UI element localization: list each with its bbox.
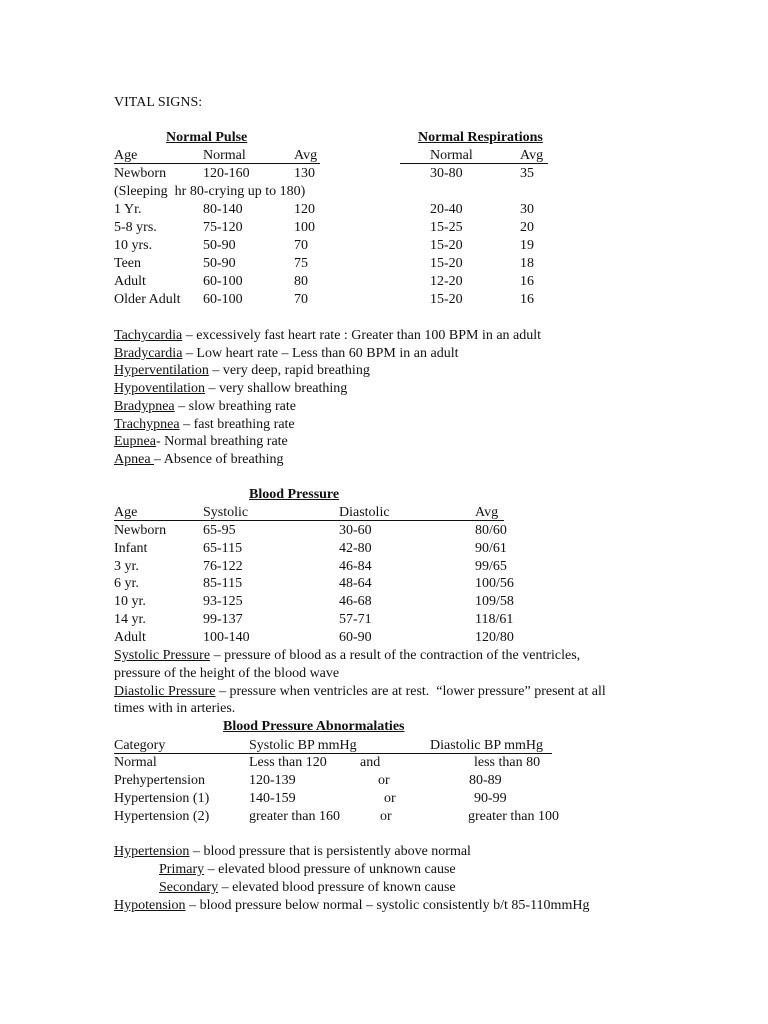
resp-row-avg: 19 bbox=[520, 238, 534, 253]
definition-line bbox=[114, 452, 284, 468]
definition-text: – blood pressure below normal – systolic consistently b/t 85-110mmHg bbox=[185, 898, 590, 913]
pulse-row-note: (Sleeping hr 80-crying up to 180) bbox=[114, 184, 306, 199]
definition-term: Hypoventilation bbox=[114, 381, 205, 396]
bp-row-avg: 90/61 bbox=[475, 541, 507, 556]
definition-term: Tachycardia bbox=[114, 328, 183, 343]
pulse-row-normal: 75-120 bbox=[203, 220, 243, 235]
bp-row-age: 6 yr. bbox=[114, 576, 139, 591]
abn-row-diastolic: 90-99 bbox=[474, 791, 507, 806]
abn-row-category: Prehypertension bbox=[114, 773, 205, 788]
definition-text: – elevated blood pressure of known cause bbox=[218, 880, 456, 895]
abn-row-systolic: 120-139 bbox=[249, 773, 296, 788]
bp-row-age: Adult bbox=[114, 630, 146, 645]
definition-term: Primary bbox=[159, 862, 205, 877]
definition-line bbox=[114, 844, 471, 860]
resp-row-normal: 15-20 bbox=[430, 256, 463, 271]
abnormalities-heading: Blood Pressure Abnormalaties bbox=[223, 719, 405, 734]
bp-header-avg: Avg bbox=[475, 505, 499, 520]
bp-row-diastolic: 30-60 bbox=[339, 523, 372, 538]
bp-row-diastolic: 60-90 bbox=[339, 630, 372, 645]
pulse-row-avg: 100 bbox=[294, 220, 315, 235]
pulse-row-age: 10 yrs. bbox=[114, 238, 153, 253]
bp-header-systolic: Systolic bbox=[203, 505, 249, 520]
bp-row-systolic: 99-137 bbox=[203, 612, 243, 627]
definition-line bbox=[114, 898, 589, 914]
resp-row-normal: 20-40 bbox=[430, 202, 463, 217]
resp-row-normal: 15-20 bbox=[430, 238, 463, 253]
abn-row-category: Hypertension (1) bbox=[114, 791, 210, 806]
bp-row-systolic: 85-115 bbox=[203, 576, 243, 591]
definition-term: Bradypnea bbox=[114, 399, 175, 414]
definition-term: Apnea bbox=[114, 452, 155, 467]
resp-row-avg: 35 bbox=[520, 166, 534, 181]
definition-text: – Low heart rate – Less than 60 BPM in an adult bbox=[182, 346, 459, 361]
resp-row-normal: 12-20 bbox=[430, 274, 463, 289]
bp-row-age: 10 yr. bbox=[114, 594, 146, 609]
bp-header-diastolic: Diastolic bbox=[339, 505, 390, 520]
bp-row-age: 3 yr. bbox=[114, 559, 139, 574]
definition-term: Trachypnea bbox=[114, 417, 180, 432]
bp-row-diastolic: 57-71 bbox=[339, 612, 372, 627]
abn-row-diastolic: greater than 100 bbox=[468, 809, 559, 824]
systolic-definition-cont: pressure of the height of the blood wave bbox=[114, 666, 340, 681]
pulse-row-age: Teen bbox=[114, 256, 142, 271]
pulse-row-avg: 70 bbox=[294, 238, 308, 253]
abn-row-diastolic: 80-89 bbox=[469, 773, 502, 788]
definition-text: – excessively fast heart rate : Greater than 100 BPM in an adult bbox=[182, 328, 542, 343]
definition-line bbox=[114, 417, 295, 433]
definition-line bbox=[159, 880, 456, 896]
pulse-row-age: 1 Yr. bbox=[114, 202, 142, 217]
definition-text: – very deep, rapid breathing bbox=[208, 363, 370, 378]
pulse-row-avg: 70 bbox=[294, 292, 308, 307]
pulse-row-avg: 75 bbox=[294, 256, 308, 271]
bp-row-age: Newborn bbox=[114, 523, 167, 538]
definition-line bbox=[114, 346, 458, 362]
pulse-row-age: Older Adult bbox=[114, 292, 181, 307]
definition-text: – Absence of breathing bbox=[154, 452, 284, 467]
definition-line bbox=[114, 399, 296, 415]
resp-row-avg: 20 bbox=[520, 220, 534, 235]
definition-term: Secondary bbox=[159, 880, 219, 895]
resp-row-avg: 16 bbox=[520, 274, 534, 289]
bp-row-avg: 118/61 bbox=[475, 612, 514, 627]
pulse-row-age: Adult bbox=[114, 274, 146, 289]
header-age: Age bbox=[114, 148, 138, 163]
abn-row-category: Hypertension (2) bbox=[114, 809, 210, 824]
bp-header-underline bbox=[114, 520, 504, 521]
bp-row-age: 14 yr. bbox=[114, 612, 146, 627]
abn-row-systolic: greater than 160 bbox=[249, 809, 340, 824]
abn-header-underline bbox=[114, 753, 552, 754]
pulse-row-avg: 120 bbox=[294, 202, 315, 217]
bp-row-avg: 100/56 bbox=[475, 576, 514, 591]
definition-line bbox=[114, 381, 347, 397]
definition-text: – very shallow breathing bbox=[205, 381, 348, 396]
bp-row-avg: 109/58 bbox=[475, 594, 514, 609]
bp-row-avg: 80/60 bbox=[475, 523, 507, 538]
abn-row-diastolic: less than 80 bbox=[474, 755, 541, 770]
page-title: VITAL SIGNS: bbox=[114, 95, 203, 110]
bp-heading: Blood Pressure bbox=[249, 487, 340, 502]
definition-term: Hypertension bbox=[114, 844, 190, 859]
bp-row-systolic: 93-125 bbox=[203, 594, 243, 609]
pulse-row-avg: 80 bbox=[294, 274, 308, 289]
systolic-text: – pressure of blood as a result of the contraction of the ventricles, bbox=[210, 648, 581, 663]
header-underline-left bbox=[114, 163, 320, 164]
definition-text: – elevated blood pressure of unknown cause bbox=[204, 862, 456, 877]
bp-header-age: Age bbox=[114, 505, 138, 520]
bp-row-systolic: 65-115 bbox=[203, 541, 243, 556]
systolic-term: Systolic Pressure bbox=[114, 648, 211, 663]
bp-row-systolic: 100-140 bbox=[203, 630, 250, 645]
bp-row-diastolic: 42-80 bbox=[339, 541, 372, 556]
definition-term: Hyperventilation bbox=[114, 363, 209, 378]
abn-header-diastolic: Diastolic BP mmHg bbox=[430, 738, 544, 753]
bp-row-systolic: 76-122 bbox=[203, 559, 243, 574]
diastolic-definition-cont: times with in arteries. bbox=[114, 701, 236, 716]
resp-row-avg: 30 bbox=[520, 202, 534, 217]
definition-text: – blood pressure that is persistently above normal bbox=[189, 844, 471, 859]
pulse-row-normal: 120-160 bbox=[203, 166, 250, 181]
abn-row-systolic: 140-159 bbox=[249, 791, 296, 806]
definition-line bbox=[114, 434, 288, 450]
header-pulse-avg: Avg bbox=[294, 148, 318, 163]
bp-row-systolic: 65-95 bbox=[203, 523, 236, 538]
diastolic-text: – pressure when ventricles are at rest. “lower pressure” present at all bbox=[215, 684, 606, 699]
definition-line bbox=[159, 862, 456, 878]
definition-term: Bradycardia bbox=[114, 346, 183, 361]
abn-row-conj: or bbox=[380, 809, 392, 824]
definition-text: – slow breathing rate bbox=[174, 399, 296, 414]
bp-row-diastolic: 48-64 bbox=[339, 576, 372, 591]
diastolic-term: Diastolic Pressure bbox=[114, 684, 216, 699]
bp-row-age: Infant bbox=[114, 541, 148, 556]
respirations-heading: Normal Respirations bbox=[418, 130, 543, 145]
resp-row-normal: 15-25 bbox=[430, 220, 463, 235]
header-pulse-normal: Normal bbox=[203, 148, 246, 163]
resp-row-normal: 30-80 bbox=[430, 166, 463, 181]
definition-text: – fast breathing rate bbox=[179, 417, 295, 432]
pulse-row-avg: 130 bbox=[294, 166, 315, 181]
resp-row-normal: 15-20 bbox=[430, 292, 463, 307]
abn-row-systolic: Less than 120 bbox=[249, 755, 327, 770]
abn-row-conj: and bbox=[360, 755, 381, 770]
pulse-heading: Normal Pulse bbox=[166, 130, 248, 145]
resp-row-avg: 18 bbox=[520, 256, 534, 271]
abn-row-conj: or bbox=[378, 773, 390, 788]
bp-row-diastolic: 46-84 bbox=[339, 559, 372, 574]
abn-header-category: Category bbox=[114, 738, 166, 753]
systolic-definition bbox=[114, 648, 580, 664]
abn-row-category: Normal bbox=[114, 755, 157, 770]
pulse-row-age: 5-8 yrs. bbox=[114, 220, 157, 235]
pulse-row-normal: 60-100 bbox=[203, 292, 243, 307]
bp-row-diastolic: 46-68 bbox=[339, 594, 372, 609]
header-underline-right bbox=[400, 163, 548, 164]
pulse-row-normal: 60-100 bbox=[203, 274, 243, 289]
definition-text: - Normal breathing rate bbox=[155, 434, 288, 449]
header-resp-avg: Avg bbox=[520, 148, 544, 163]
definition-line bbox=[114, 328, 541, 344]
abn-row-conj: or bbox=[384, 791, 396, 806]
diastolic-definition bbox=[114, 684, 606, 700]
abn-header-systolic: Systolic BP mmHg bbox=[249, 738, 357, 753]
pulse-row-normal: 80-140 bbox=[203, 202, 243, 217]
definition-line bbox=[114, 363, 370, 379]
definition-term: Hypotension bbox=[114, 898, 186, 913]
header-resp-normal: Normal bbox=[430, 148, 473, 163]
bp-row-avg: 99/65 bbox=[475, 559, 507, 574]
resp-row-avg: 16 bbox=[520, 292, 534, 307]
definition-term: Eupnea bbox=[114, 434, 156, 449]
bp-row-avg: 120/80 bbox=[475, 630, 514, 645]
pulse-row-age: Newborn bbox=[114, 166, 167, 181]
pulse-row-normal: 50-90 bbox=[203, 256, 236, 271]
pulse-row-normal: 50-90 bbox=[203, 238, 236, 253]
